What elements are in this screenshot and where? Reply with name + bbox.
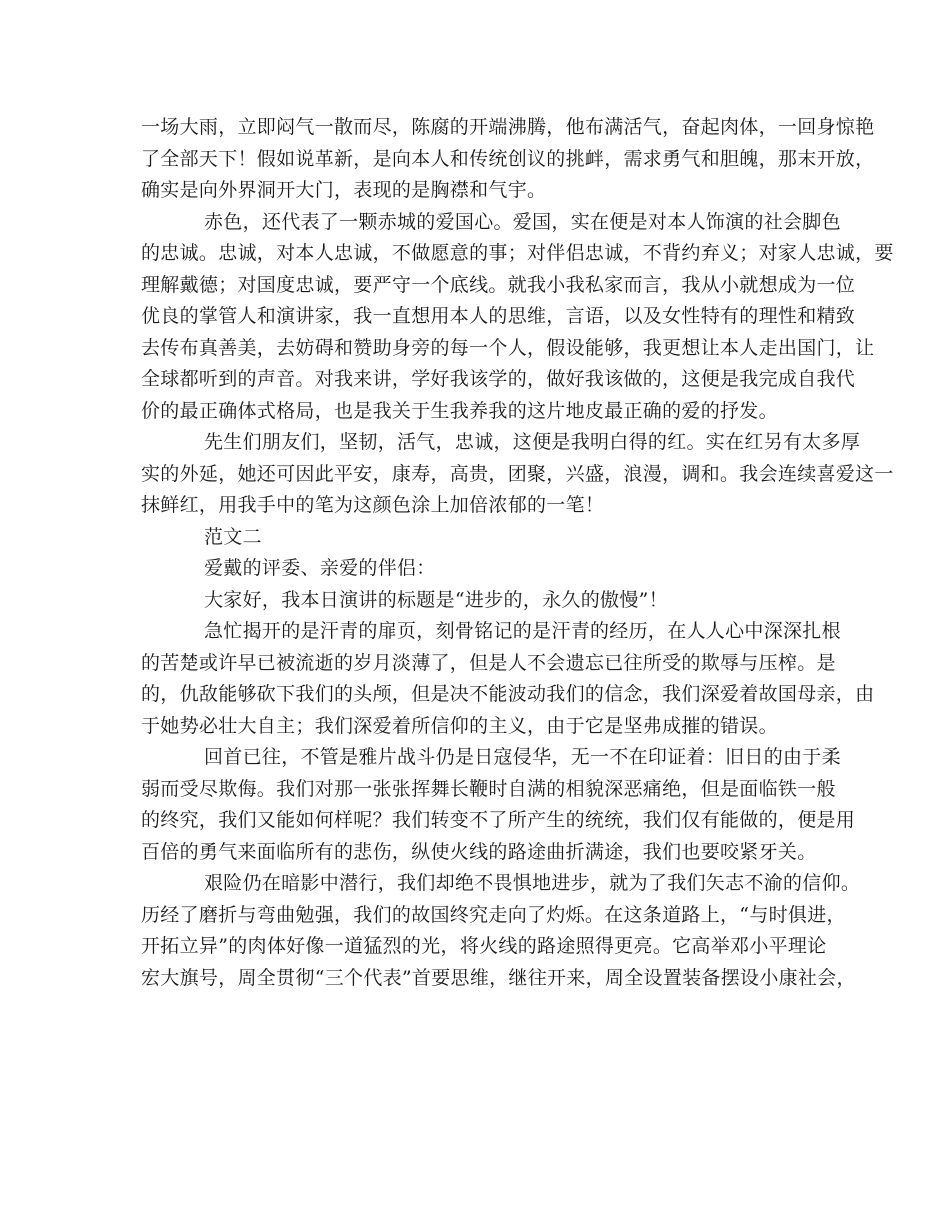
text-line: 实的外延，她还可因此平安，康寿，高贵，团聚，兴盛，浪漫，调和。我会连续喜爱这一 [141,462,894,485]
paragraph-start-line: 大家好，我本日演讲的标题是“进步的，永久的傲慢”！ [204,588,668,611]
text-line: 百倍的勇气来面临所有的悲伤，纵使火线的路途曲折满途，我们也要咬紧牙关。 [141,840,817,863]
text-line: 宏大旗号，周全贯彻“三个代表”首要思维，继往开来，周全设置装备摆设小康社会， [141,966,856,989]
text-line: 优良的掌管人和演讲家，我一直想用本人的思维，言语，以及女性特有的理性和精致 [141,305,856,327]
text-line: 去传布真善美，去妨碍和赞助身旁的每一个人，假设能够，我更想让本人走出国门，让 [141,336,875,359]
paragraph-start-line: 赤色，还代表了一颗赤城的爱国心。爱国，实在便是对本人饰演的社会脚色 [204,210,841,233]
text-line: 的，仇敌能够砍下我们的头颅，但是决不能波动我们的信念，我们深爱着故国母亲，由 [141,683,875,705]
text-line: 弱而受尽欺侮。我们对那一张张挥舞长鞭时自满的相貌深恶痛绝，但是面临铁一般 [141,777,836,800]
paragraph-start-line: 先生们朋友们，坚韧，活气，忠诚，这便是我明白得的红。实在红另有太多厚 [204,431,861,453]
text-line: 一场大雨，立即闷气一散而尽，陈腐的开端沸腾，他布满活气，奋起肉体，一回身惊艳 [141,116,875,138]
paragraph-start-line: 回首已往，不管是雅片战斗仍是日寇侵华，无一不在印证着：旧日的由于柔 [204,746,841,768]
paragraph-start-line: 急忙揭开的是汗青的扉页，刻骨铭记的是汗青的经历，在人人心中深深扎根 [204,620,841,642]
text-line: 抹鲜红，用我手中的笔为这颜色涂上加倍浓郁的一笔！ [141,494,605,516]
text-line: 开拓立异”的肉体好像一道猛烈的光，将火线的路途照得更亮。它高举邓小平理论 [141,935,827,957]
paragraph-start-line: 艰险仍在暗影中潜行，我们却绝不畏惧地进步，就为了我们矢志不渝的信仰。 [204,872,861,894]
text-line: 全球都听到的声音。对我来讲，学好我该学的，做好我该做的，这便是我完成自我代 [141,368,856,390]
text-line: 确实是向外界洞开大门，表现的是胸襟和气宇。 [141,179,547,201]
text-line: 价的最正确体式格局，也是我关于生我养我的这片地皮最正确的爱的抒发。 [141,399,778,422]
salutation-line: 爱戴的评委、亲爱的伴侣： [204,557,436,579]
text-line: 历经了磨折与弯曲勉强，我们的故国终究走向了灼烁。在这条道路上，“与时俱进， [141,903,846,926]
section-heading: 范文二 [204,525,262,548]
text-line: 于她势必壮大自主；我们深爱着所信仰的主义，由于它是坚弗成摧的错误。 [141,714,778,737]
text-line: 的苦楚或许早已被流逝的岁月淡薄了，但是人不会遗忘已往所受的欺辱与压榨。是 [141,651,836,674]
text-line: 理解戴德；对国度忠诚，要严守一个底线。就我小我私家而言，我从小就想成为一位 [141,273,856,296]
document-body [141,112,894,994]
text-line: 的终究，我们又能如何样呢？我们转变不了所产生的统统，我们仅有能做的，便是用 [141,809,856,831]
text-line: 了全部天下！假如说革新，是向本人和传统创议的挑衅，需求勇气和胆魄，那末开放， [141,147,875,170]
text-line: 的忠诚。忠诚，对本人忠诚，不做愿意的事；对伴侣忠诚，不背约弃义；对家人忠诚，要 [141,242,894,264]
